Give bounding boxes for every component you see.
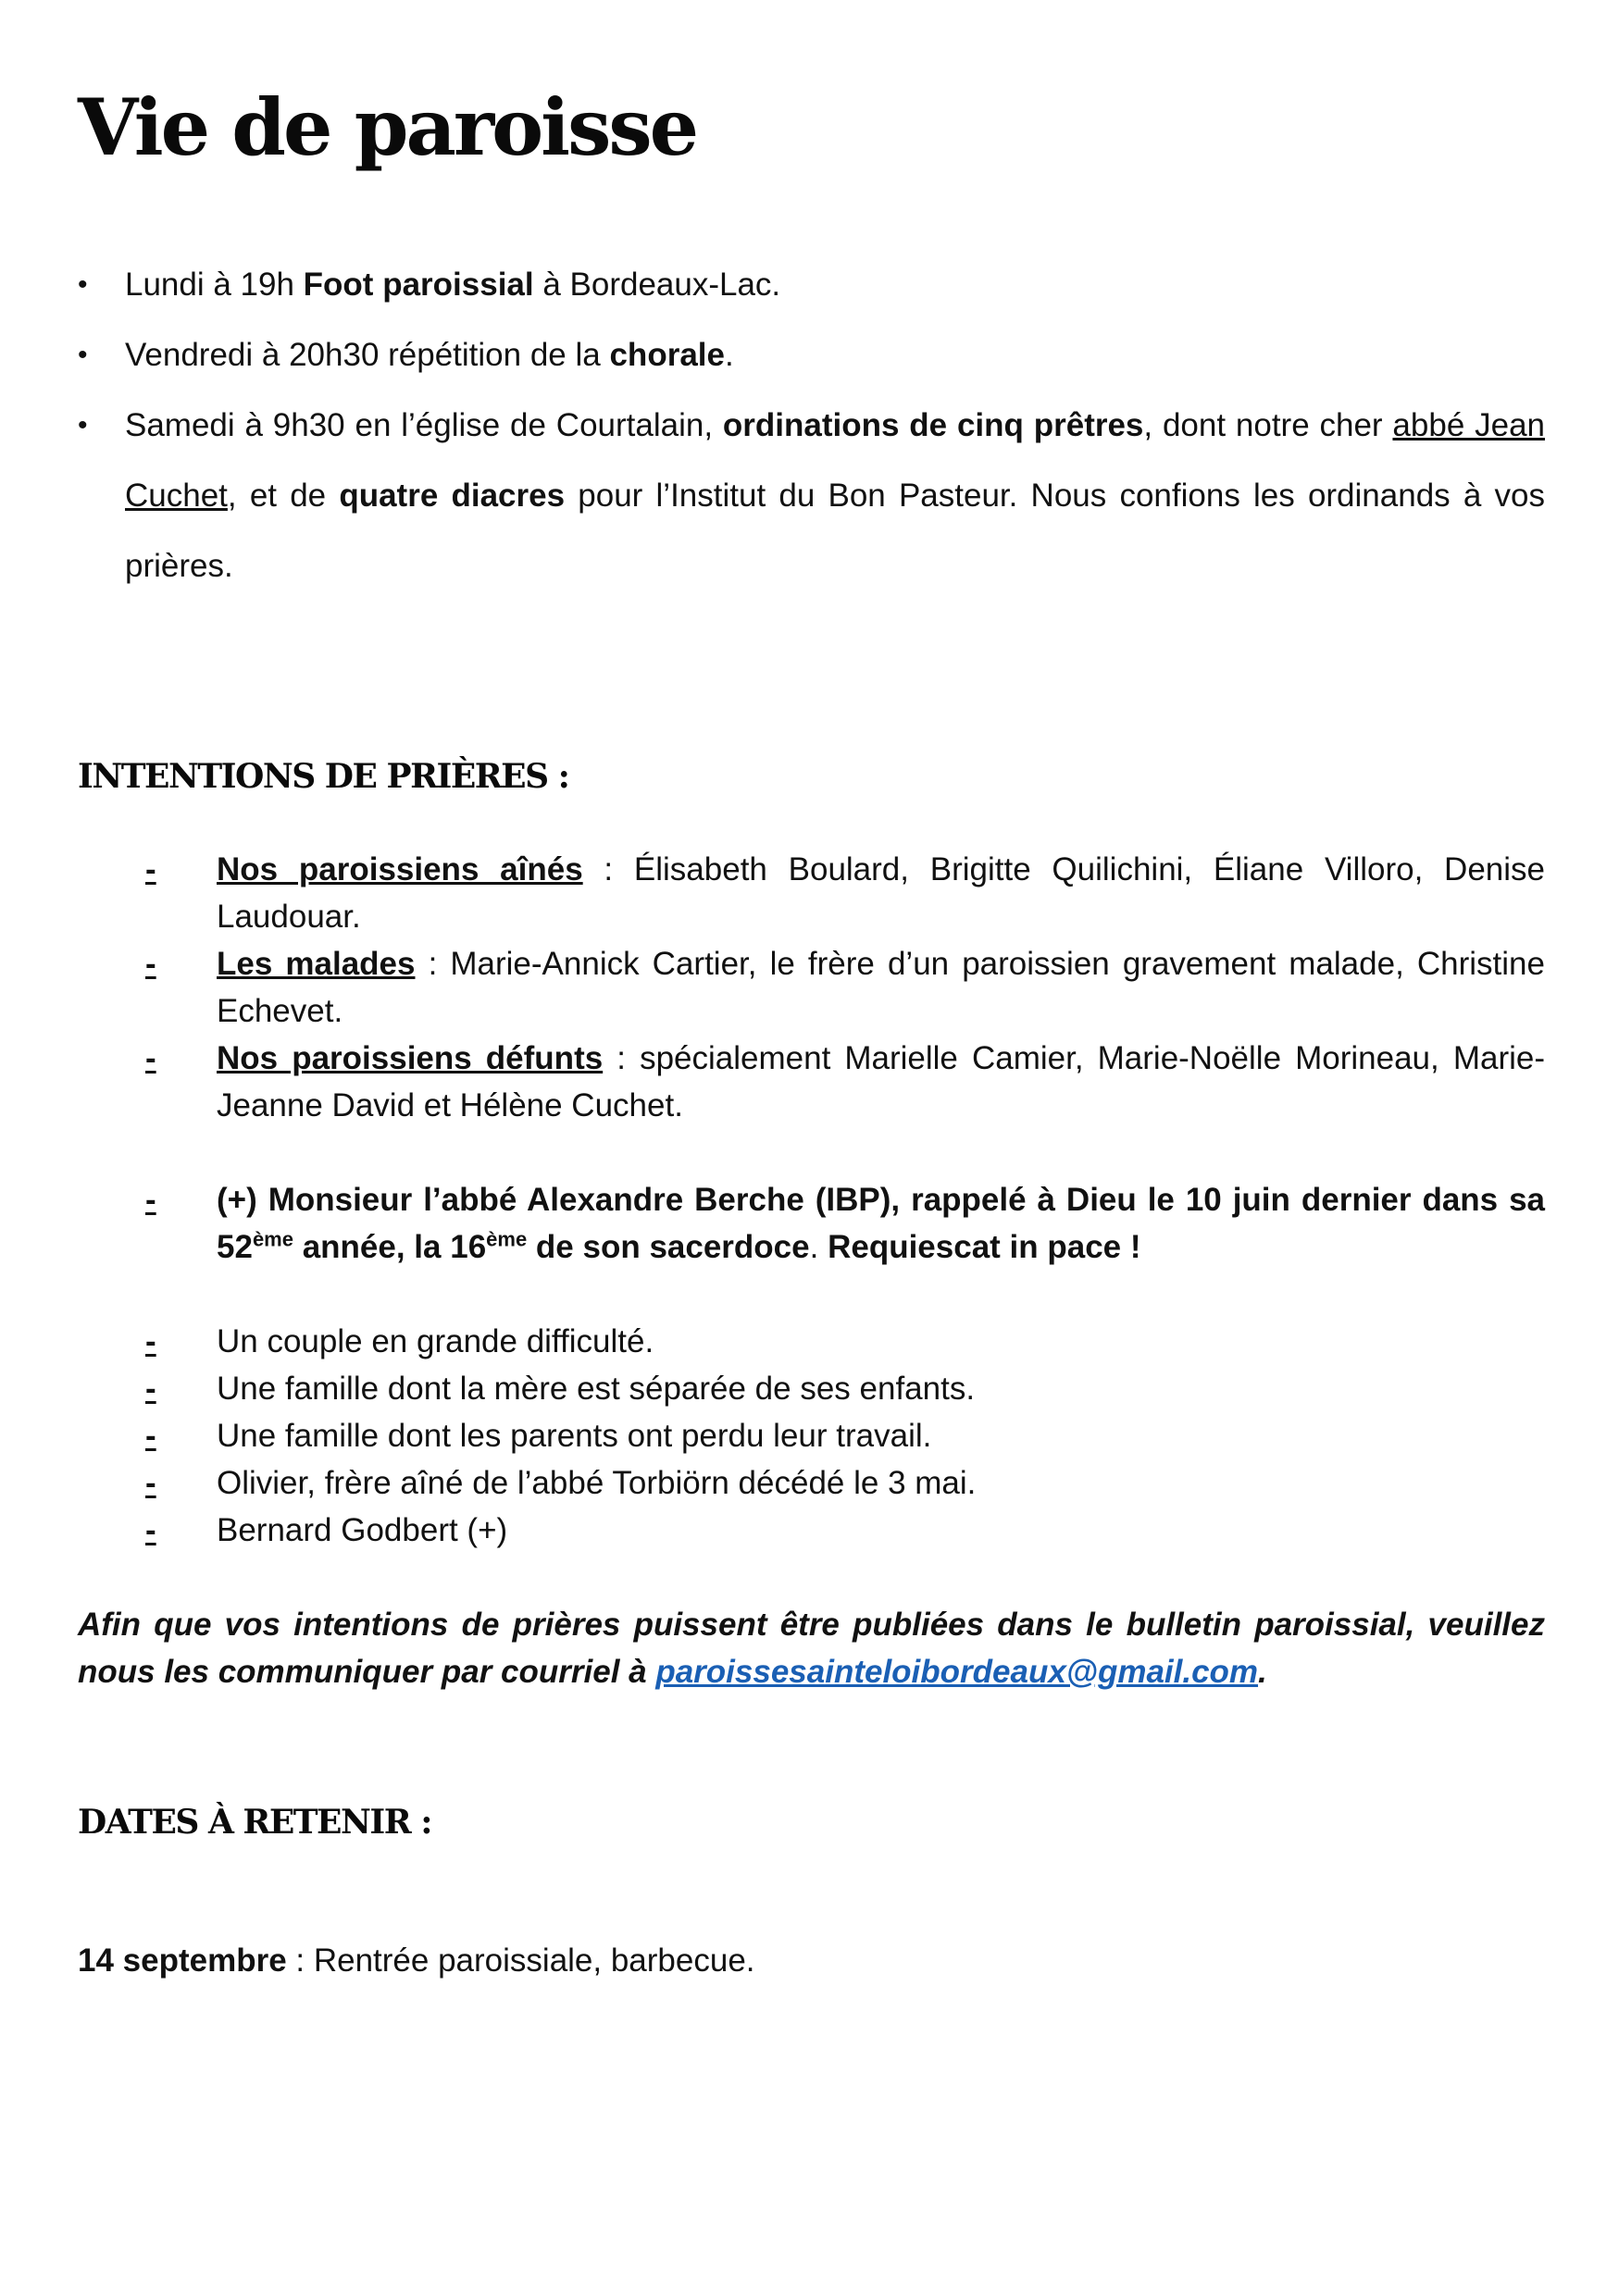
submission-notice: Afin que vos intentions de prières puissent être publiées dans le bulletin paroissial, veuillez nous les communiquer par courriel à paroissesainteloibordeaux@gmail.com.	[78, 1607, 1545, 1690]
intention-item: - Une famille dont les parents ont perdu leur travail.	[78, 1412, 1545, 1459]
email-link[interactable]: paroissesainteloibordeaux@gmail.com	[655, 1654, 1259, 1690]
intention-item: - Olivier, frère aîné de l’abbé Torbiörn décédé le 3 mai.	[78, 1459, 1545, 1507]
intentions-list	[78, 846, 1545, 1554]
dates-heading: DATES À RETENIR :	[78, 1803, 431, 1842]
intention-item: - Une famille dont la mère est séparée de ses enfants.	[78, 1365, 1545, 1412]
date-entry: 14 septembre : Rentrée paroissiale, barbecue.	[78, 1942, 755, 1979]
dash-marker: -	[145, 851, 156, 887]
dash-marker: -	[145, 946, 156, 982]
dash-marker: -	[145, 1418, 156, 1454]
date-label: 14 septembre	[78, 1942, 287, 1979]
intention-label: Nos paroissiens aînés	[217, 851, 583, 887]
bullet-icon: •	[78, 269, 88, 300]
page-title: Vie de paroisse	[78, 81, 697, 173]
priest-name: abbé Jean Cuchet	[125, 407, 1546, 514]
announcement-item: • Samedi à 9h30 en l’église de Courtalain, ordinations de cinq prêtres, dont notre cher abbé Jean Cuchet, et de quatre diacres pour l’Institut du Bon Pasteur. Nous confions les ordinands à vos prières.	[78, 391, 1545, 602]
intention-item: - Bernard Godbert (+)	[78, 1507, 1545, 1554]
intention-item: - Les malades : Marie-Annick Cartier, le frère d’un paroissien gravement malade, Christine Echevet.	[78, 940, 1545, 1035]
dash-marker: -	[145, 1040, 156, 1076]
dash-marker: -	[145, 1512, 156, 1548]
dash-marker: -	[145, 1371, 156, 1407]
intention-item: - Nos paroissiens aînés : Élisabeth Boulard, Brigitte Quilichini, Éliane Villoro, Denise Laudouar.	[78, 846, 1545, 940]
intention-item: - Un couple en grande difficulté.	[78, 1318, 1545, 1365]
announcement-item: • Lundi à 19h Foot paroissial à Bordeaux-Lac.	[78, 250, 1545, 320]
dash-marker: -	[145, 1465, 156, 1501]
intention-label: Les malades	[217, 946, 416, 982]
intentions-heading: INTENTIONS DE PRIÈRES :	[78, 757, 569, 796]
dash-marker: -	[145, 1323, 156, 1359]
intention-item: - Nos paroissiens défunts : spécialement Marielle Camier, Marie-Noëlle Morineau, Marie-Jeanne David et Hélène Cuchet.	[78, 1035, 1545, 1129]
bullet-icon: •	[78, 340, 88, 370]
announcements-list	[78, 250, 1545, 602]
intention-item-memorial: - (+) Monsieur l’abbé Alexandre Berche (IBP), rappelé à Dieu le 10 juin dernier dans sa 52ème année, la 16ème de son sacerdoce. Requiescat in pace !	[78, 1176, 1545, 1271]
dash-marker: -	[145, 1182, 156, 1218]
bullet-icon: •	[78, 410, 88, 441]
announcement-item: • Vendredi à 20h30 répétition de la chorale.	[78, 320, 1545, 391]
intention-label: Nos paroissiens défunts	[217, 1040, 604, 1076]
